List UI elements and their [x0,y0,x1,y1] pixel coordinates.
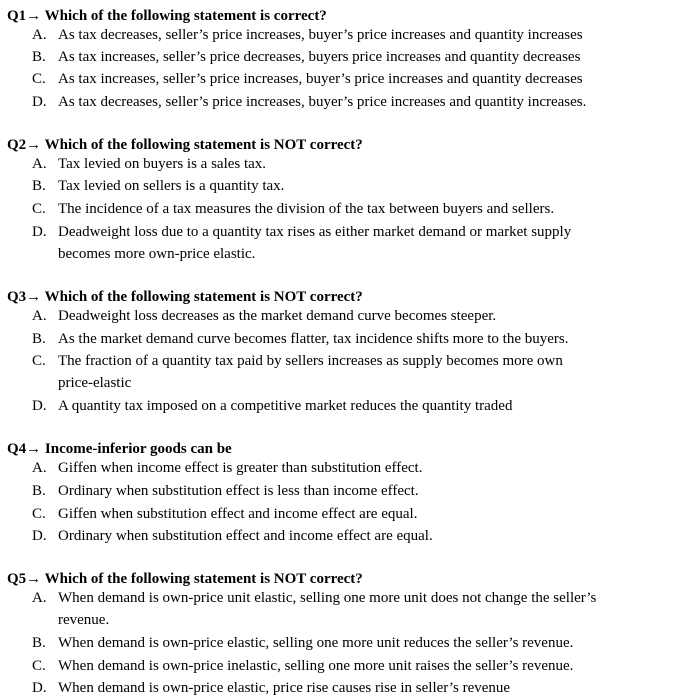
q2-option-b[interactable] [32,175,284,197]
question-1-title: Q1→ Which of the following statement is correct? [7,8,327,24]
option-text: When demand is own-price elastic, selling one more unit reduces the seller’s revenue. [58,635,574,651]
q5-option-b[interactable] [32,632,573,654]
option-text: Ordinary when substitution effect and income effect are equal. [58,528,433,544]
option-letter: D. [32,680,47,696]
option-letter: A. [32,27,47,43]
option-text: A quantity tax imposed on a competitive market reduces the quantity traded [58,398,513,414]
question-3-title: Q3→ Which of the following statement is NOT correct? [7,289,363,305]
option-letter: D. [32,528,47,544]
question-5-title: Q5→ Which of the following statement is NOT correct? [7,571,363,587]
q2-option-a[interactable] [32,153,266,175]
option-letter: C. [32,353,46,369]
option-letter: D. [32,224,47,240]
q5-option-c[interactable] [32,655,573,677]
option-text: Tax levied on buyers is a sales tax. [58,156,267,172]
option-letter: A. [32,156,47,172]
option-text: As tax increases, seller’s price decreases, buyers price increases and quantity decreases [58,49,581,65]
q5-option-a[interactable] [32,587,596,609]
q2-option-c[interactable] [32,198,554,220]
q3-option-b[interactable] [32,328,568,350]
question-4-title: Q4→ Income-inferior goods can be [7,441,232,457]
option-letter: D. [32,94,47,110]
q2-option-d-continuation: becomes more own-price elastic. [58,246,256,262]
q1-option-d[interactable] [32,91,586,113]
option-letter: D. [32,398,47,414]
option-text: The fraction of a quantity tax paid by sellers increases as supply becomes more own [58,353,563,369]
q2-option-d[interactable] [32,221,571,243]
option-letter: B. [32,635,46,651]
option-text: When demand is own-price inelastic, selling one more unit raises the seller’s revenue. [58,658,574,674]
q3-option-c-continuation: price-elastic [58,375,132,391]
option-letter: C. [32,658,46,674]
option-text: The incidence of a tax measures the division of the tax between buyers and sellers. [58,201,555,217]
option-letter: C. [32,506,46,522]
option-text: Deadweight loss decreases as the market demand curve becomes steeper. [58,308,497,324]
option-letter: C. [32,201,46,217]
option-text: As the market demand curve becomes flatter, tax incidence shifts more to the buyers. [58,331,569,347]
option-letter: B. [32,483,46,499]
option-text: When demand is own-price elastic, price rise causes rise in seller’s revenue [58,680,511,696]
option-text: When demand is own-price unit elastic, selling one more unit does not change the seller’s [58,590,597,606]
q4-option-a[interactable] [32,457,422,479]
q1-option-a[interactable] [32,24,583,46]
option-text: Tax levied on sellers is a quantity tax. [58,178,285,194]
option-letter: C. [32,71,46,87]
option-text: As tax increases, seller’s price increases, buyer’s price increases and quantity decreases [58,71,583,87]
question-2-title: Q2→ Which of the following statement is NOT correct? [7,137,363,153]
option-letter: A. [32,460,47,476]
option-text: Giffen when substitution effect and income effect are equal. [58,506,418,522]
option-text: Deadweight loss due to a quantity tax rises as either market demand or market supply [58,224,572,240]
option-letter: B. [32,178,46,194]
q5-option-d[interactable] [32,677,510,699]
option-text: As tax decreases, seller’s price increases, buyer’s price increases and quantity increases [58,27,583,43]
q1-option-b[interactable] [32,46,580,68]
option-letter: A. [32,308,47,324]
option-letter: B. [32,331,46,347]
q5-option-a-continuation: revenue. [58,612,110,628]
option-text: Giffen when income effect is greater than substitution effect. [58,460,423,476]
option-text: Ordinary when substitution effect is less than income effect. [58,483,419,499]
q4-option-b[interactable] [32,480,419,502]
q3-option-c[interactable] [32,350,563,372]
option-letter: B. [32,49,46,65]
option-text: As tax decreases, seller’s price increases, buyer’s price increases and quantity increases. [58,94,587,110]
q4-option-c[interactable] [32,503,417,525]
option-letter: A. [32,590,47,606]
q3-option-d[interactable] [32,395,512,417]
q3-option-a[interactable] [32,305,496,327]
q4-option-d[interactable] [32,525,433,547]
q1-option-c[interactable] [32,68,583,90]
